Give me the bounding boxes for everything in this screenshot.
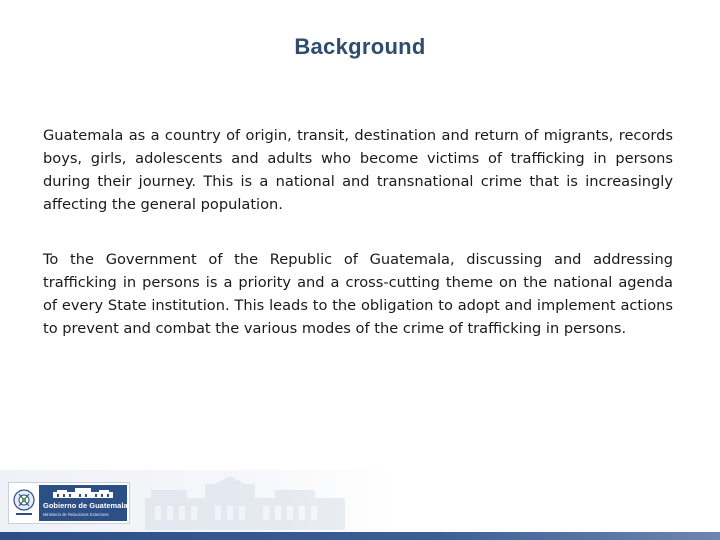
palace-icon [53, 487, 113, 498]
building-watermark-icon [145, 476, 345, 530]
slide-title: Background [294, 34, 426, 59]
paragraph-origin-transit: Guatemala as a country of origin, transit, destination and return of migrants, records boys, girls, adolescents and adults who become victims of trafficking in persons during their journey. This is a national and transnational crime that is increasingly affecting the general population. [43, 127, 673, 213]
coat-of-arms-icon [12, 486, 36, 518]
logo-subtitle: Ministerio de Relaciones Exteriores [43, 512, 109, 517]
logo-name: Gobierno de Guatemala [43, 501, 128, 510]
government-logo [8, 482, 130, 524]
paragraph-government-priority: To the Government of the Republic of Guatemala, discussing and addressing trafficking in persons is a priority and a cross-cutting theme on the national agenda of every State institution. This leads to the obligation to adopt and implement actions to prevent and combat the various modes of the crime of trafficking in persons. [43, 251, 673, 337]
footer-rule [0, 532, 720, 540]
logo-banner [39, 485, 127, 521]
